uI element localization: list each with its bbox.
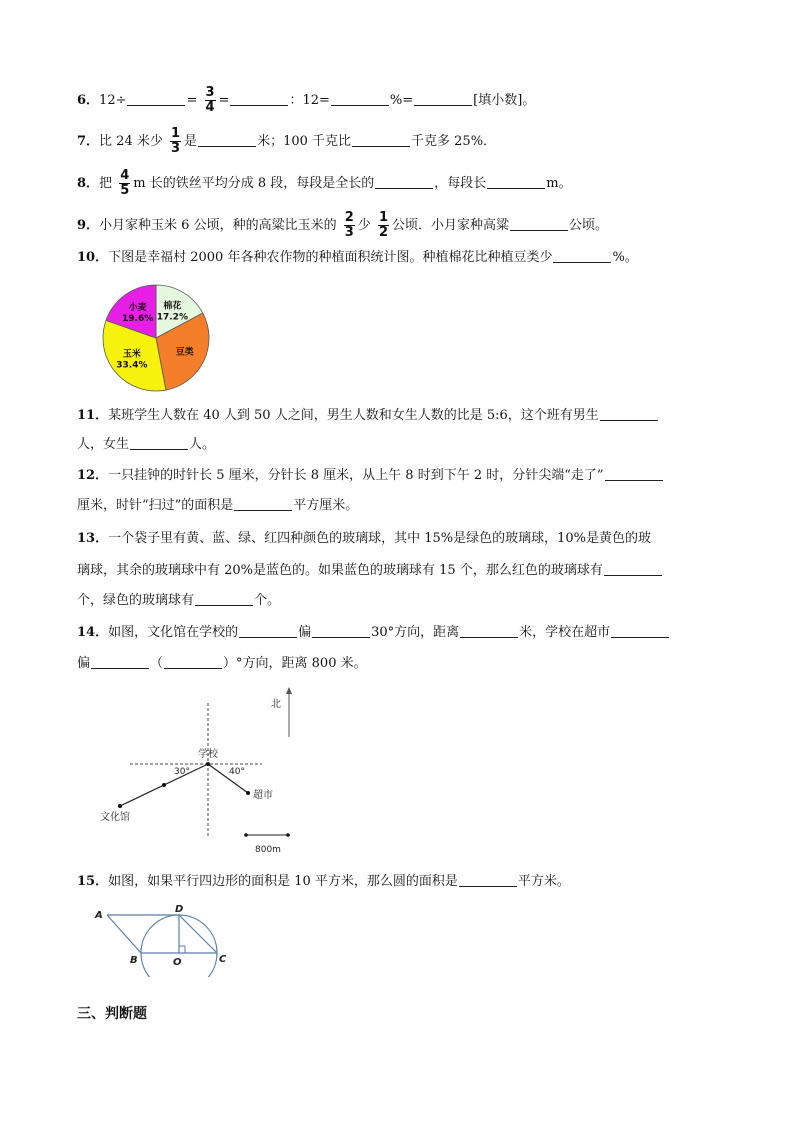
q9-text-1: 小月家种玉米 6 公顷，种的高粱比玉米的 [99,218,337,233]
q13-text-2: 璃球，其余的玻璃球中有 20%是蓝色的。如果蓝色的玻璃球有 15 个，那么红色的玻璃球有 [77,563,603,578]
answer-blank[interactable] [130,435,188,450]
q9-text-4: 公顷。 [569,218,609,233]
label-D: D [175,904,184,915]
q8-text-3: ，每段长 [434,176,487,191]
pie-slice-label: 棉花 [163,301,182,312]
question-number: 7． [77,134,100,149]
scale-bar-end [286,833,290,837]
question-13-line-2 [77,561,663,581]
label-C: C [219,954,227,965]
pie-slice-value: 19.6% [122,314,154,325]
q8-text-4: m。 [546,176,572,191]
q14-text-7: ）°方向，距离 800 米。 [223,656,367,671]
q12-text-3: 平方厘米。 [293,498,359,513]
question-11-line-2 [77,435,215,455]
pie-slice-label: 豆类 [175,347,194,358]
mid-point [162,783,166,787]
answer-blank[interactable] [510,216,568,231]
q11-text-2: 人，女生 [77,437,130,452]
question-15 [77,872,570,892]
q11-text-1: 某班学生人数在 40 人到 50 人之间，男生人数和女生人数的比是 5:6，这个班有男生 [108,408,599,423]
direction-map-diagram [95,685,305,855]
question-number: 11． [77,408,109,423]
answer-blank[interactable] [234,496,292,511]
question-number: 6． [77,93,100,108]
north-arrow-head [286,687,292,694]
scale-label: 800m [255,845,281,855]
answer-blank[interactable] [195,591,253,606]
q15-text-2: 平方米。 [517,874,570,889]
pie-slice-label: 玉米 [122,349,141,360]
question-number: 13． [77,531,109,546]
answer-blank[interactable] [239,623,297,638]
right-angle-mark [179,946,185,953]
fraction [119,169,130,198]
question-9 [77,211,608,240]
question-14 [77,623,670,643]
culture-center-label: 文化馆 [100,812,130,823]
angle-30-label: 30° [174,767,190,777]
denominator: 3 [171,141,181,156]
answer-blank[interactable] [230,91,288,106]
q8-text-2: m 长的铁丝平均分成 8 段，每段是全长的 [133,176,375,191]
answer-blank[interactable] [459,872,517,887]
question-12-line-2 [77,496,358,516]
q14-text-2: 偏 [298,625,312,640]
q13-text-4: 个。 [254,593,281,608]
pie-slice-value: 17.2% [156,312,188,323]
q10-text-2: %。 [612,250,638,265]
q10-text-1: 下图是幸福村 2000 年各种农作物的种植面积统计图。种植棉花比种植豆类少 [108,250,553,265]
answer-blank[interactable] [164,654,222,669]
q7-text-4: 千克多 25%． [411,134,497,149]
question-10 [77,248,638,268]
q6-text-6: [填小数]。 [473,93,536,108]
question-number: 9． [77,218,100,233]
question-number: 12． [77,468,109,483]
supermarket-point [246,791,250,795]
q7-text-3: 米；100 千克比 [257,134,352,149]
fraction [205,86,216,115]
q11-text-3: 人。 [189,437,216,452]
fraction [170,127,181,156]
answer-blank[interactable] [487,174,545,189]
denominator: 2 [378,225,388,240]
label-O: O [173,957,182,968]
answer-blank[interactable] [198,132,256,147]
answer-blank[interactable] [611,623,669,638]
answer-blank[interactable] [127,91,185,106]
answer-blank[interactable] [553,248,611,263]
question-number: 15． [77,874,109,889]
parallelogram-circle-diagram [90,902,240,977]
pie-slice-label: 小麦 [128,303,147,314]
answer-blank[interactable] [605,466,663,481]
q14-text-4: 米，学校在超市 [519,625,611,640]
answer-blank[interactable] [414,91,472,106]
q7-text-2: 是 [184,134,198,149]
question-13 [77,529,651,549]
numerator: 3 [205,85,215,100]
culture-center-point [118,804,122,808]
q14-text-3: 30°方向，距离 [371,625,460,640]
question-12 [77,466,664,486]
supermarket-label: 超市 [253,790,273,801]
q14-text-5: 偏 [77,656,91,671]
fraction [344,211,355,240]
question-11 [77,406,659,426]
q14-text-1: 如图，文化馆在学校的 [108,625,239,640]
denominator: 3 [344,225,354,240]
denominator: 4 [205,100,215,115]
question-8 [77,169,572,198]
q9-text-3: 公顷．小月家种高粱 [391,218,509,233]
question-number: 14． [77,625,109,640]
pie-slice-value: 33.4% [116,360,148,371]
answer-blank[interactable] [331,91,389,106]
q6-text-4: ：12= [289,93,330,108]
answer-blank[interactable] [312,623,370,638]
section-heading: 三、判断题 [77,1006,147,1022]
q9-text-2: 少 [357,218,371,233]
side-AB [107,915,141,953]
denominator: 5 [120,183,130,198]
numerator: 4 [120,168,130,183]
numerator: 1 [171,126,181,141]
q13-text-1: 一个袋子里有黄、蓝、绿、红四种颜色的玻璃球，其中 15%是绿色的玻璃球，10%是黄色的玻 [108,531,652,546]
label-A: A [95,910,103,921]
q6-text-1: 12÷ [99,93,127,108]
q15-text-1: 如图，如果平行四边形的面积是 10 平方米，那么圆的面积是 [108,874,458,889]
question-number: 10． [77,250,109,265]
angle-40-label: 40° [229,767,245,777]
numerator: 2 [344,210,354,225]
school-point [206,762,210,766]
q8-text-1: 把 [99,176,113,191]
answer-blank[interactable] [460,623,518,638]
question-14-line-2 [77,654,367,674]
question-13-line-3 [77,591,280,611]
numerator: 1 [378,210,388,225]
question-6 [77,86,535,115]
q6-text-5: %= [389,93,414,108]
pie-chart [100,282,212,394]
q12-text-2: 厘米，时针“扫过”的面积是 [77,498,234,513]
q13-text-3: 个，绿色的玻璃球有 [77,593,195,608]
fraction [378,211,389,240]
answer-blank[interactable] [375,174,433,189]
q14-text-6: （ [150,656,164,671]
question-number: 8． [77,176,100,191]
answer-blank[interactable] [604,561,662,576]
scale-bar-end [244,833,248,837]
question-7 [77,127,496,156]
north-label: 北 [271,699,281,710]
answer-blank[interactable] [91,654,149,669]
q12-text-1: 一只挂钟的时针长 5 厘米，分针长 8 厘米，从上午 8 时到下午 2 时，分针尖端“走了” [108,468,604,483]
school-label: 学校 [198,749,218,760]
q6-text-3: = [218,93,230,108]
answer-blank[interactable] [600,406,658,421]
q7-text-1: 比 24 米少 [99,134,163,149]
answer-blank[interactable] [352,132,410,147]
label-B: B [130,955,138,966]
q6-text-2: = [186,93,198,108]
